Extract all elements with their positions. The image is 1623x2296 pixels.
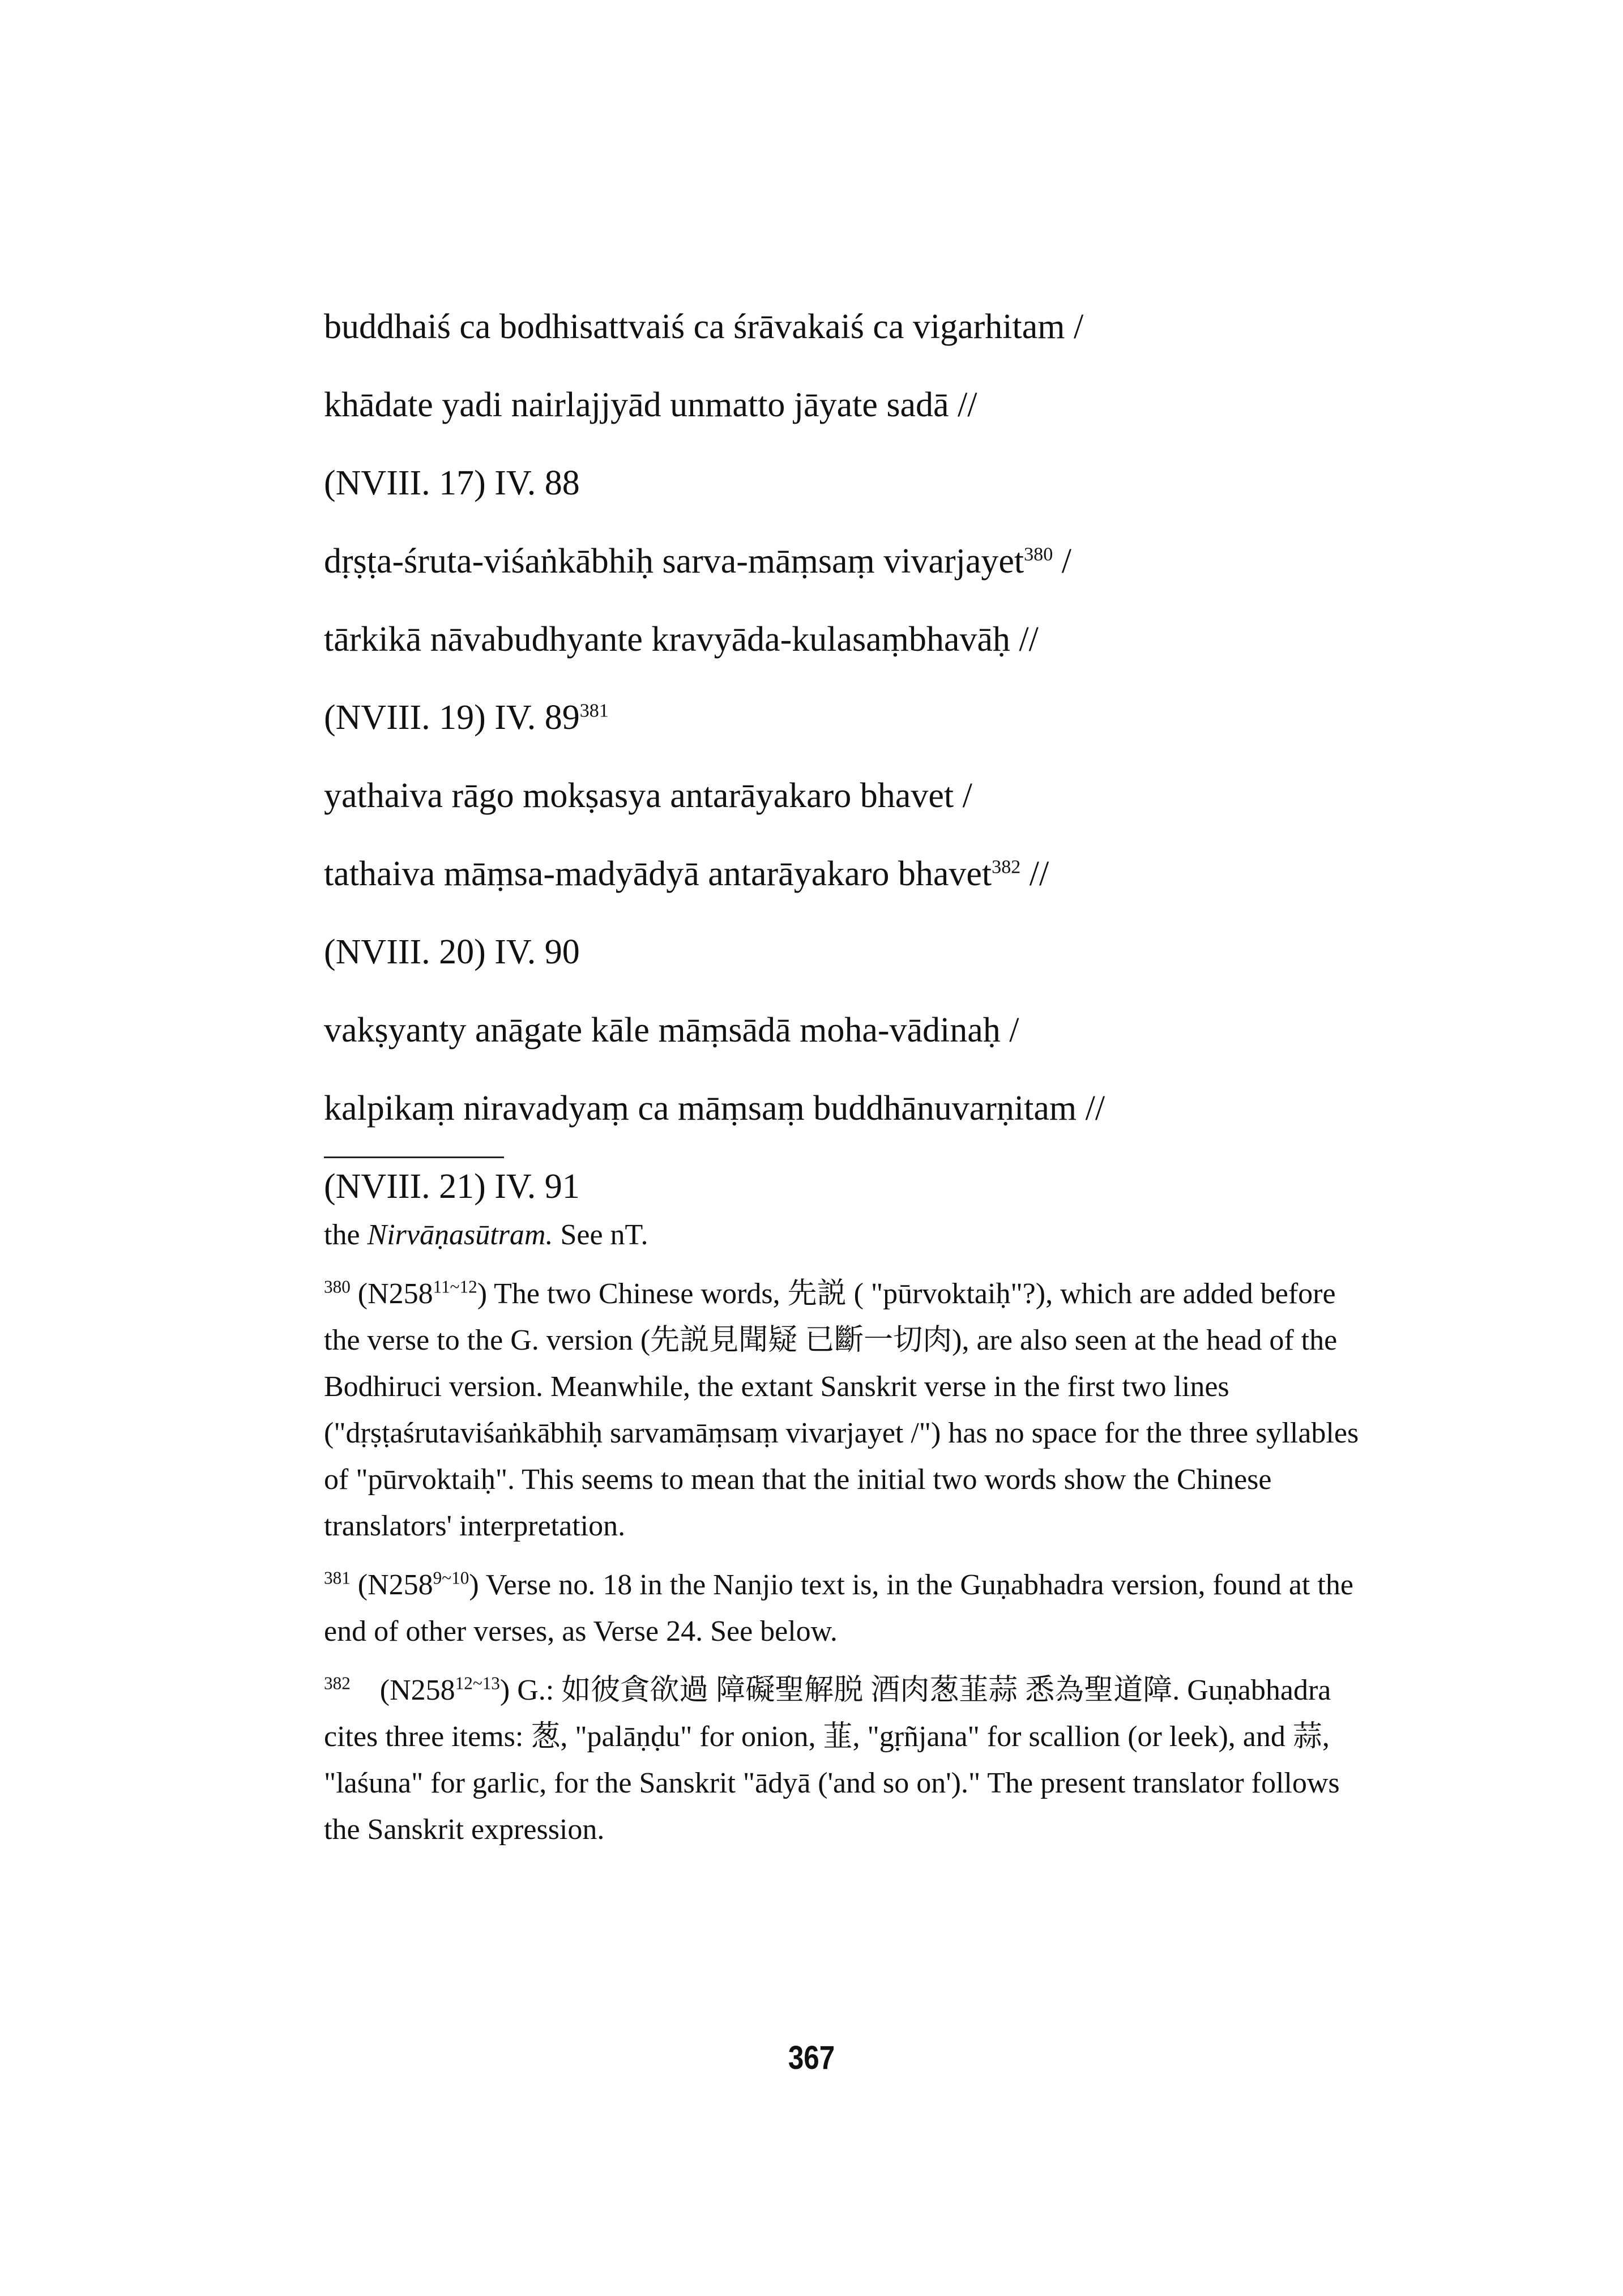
verse-line: tathaiva māṃsa-madyādyā antarāyakaro bhavet$^{382}$ // xyxy=(324,855,1049,893)
verse-line: yathaiva rāgo mokṣasya antarāyakaro bhavet / xyxy=(324,776,972,815)
footnote-380 xyxy=(324,1271,1366,1550)
footnote-number: 380 xyxy=(324,1277,351,1297)
verse-line: kalpikaṃ niravadyaṃ ca māṃsaṃ buddhānuvarṇitam // xyxy=(324,1089,1105,1128)
verse-line: vakṣyanty anāgate kāle māṃsādā moha-vādinaḥ / xyxy=(324,1011,1019,1049)
verse-line: khādate yadi nairlajjyād unmatto jāyate sadā // xyxy=(324,386,977,424)
footnote-text: G.: 如彼貪欲過 障礙聖解脱 酒肉葱韮蒜 悉為聖道障. Guṇabhadra cites three items: 葱, "palāṇḍu" for onion, 韮, "gṛñjana" for scallion (or leek), and 蒜, "laśuna" for garlic, for the Sanskrit "ādyā ('and so on')." The present translator follows the Sanskrit expression. xyxy=(324,1674,1340,1846)
footnote-382 xyxy=(324,1667,1366,1853)
footnote-reference: $(N258^{9\sim 10})$ xyxy=(357,1568,479,1601)
footnote-reference: $(N258^{11\sim 12})$ xyxy=(357,1277,488,1310)
verse-line: buddhaiś ca bodhisattvaiś ca śrāvakaiś ca vigarhitam / xyxy=(324,308,1084,346)
footnote-marker: 382 xyxy=(992,856,1021,878)
footnote-381 xyxy=(324,1562,1366,1655)
page-number: 367 xyxy=(788,2039,835,2076)
footnote-text: Verse no. 18 in the Nanjio text is, in the Guṇabhadra version, found at the end of other verses, as Verse 24. See below. xyxy=(324,1569,1353,1648)
verse-reference: (NVIII. 20) IV. 90 xyxy=(324,933,580,971)
footnote-continuation: the Nirvāṇasūtram. See nT. xyxy=(324,1219,648,1251)
footnote-number: 382 xyxy=(324,1673,351,1693)
footnote-marker: 380 xyxy=(1024,544,1053,565)
footnote-separator xyxy=(324,1156,504,1158)
verse-reference: (NVIII. 19) IV. $89^{381}$ xyxy=(324,698,609,737)
verse-line: tārkikā nāvabudhyante kravyāda-kulasaṃbhavāḥ // xyxy=(324,620,1039,659)
footnote-reference: $(N258^{12\sim 13})$ xyxy=(379,1673,510,1706)
verse-block xyxy=(324,306,1457,1244)
footnotes xyxy=(324,1212,1366,1866)
verse-reference: (NVIII. 21) IV. 91 xyxy=(324,1167,580,1206)
verse-line: dṛṣṭa-śruta-viśaṅkābhiḥ sarva-māṃsaṃ vivarjayet$^{380}$ / xyxy=(324,542,1071,581)
footnote-text: The two Chinese words, 先説 ( "pūrvoktaiḥ"?), which are added before the verse to the G. version (先説見聞疑 已斷一切肉), are also seen at the head of the Bodhiruci version. Meanwhile, the extant Sanskrit verse in the first two lines ("dṛṣṭaśrutaviśaṅkābhiḥ sarvamāṃsaṃ vivarjayet /") has no space for the three syllables of "pūrvoktaiḥ". This seems to mean that the initial two words show the Chinese translators' interpretation. xyxy=(324,1278,1359,1542)
footnote-marker: 381 xyxy=(579,700,609,722)
verse-reference: (NVIII. 17) IV. 88 xyxy=(324,464,580,502)
footnote-number: 381 xyxy=(324,1568,351,1588)
